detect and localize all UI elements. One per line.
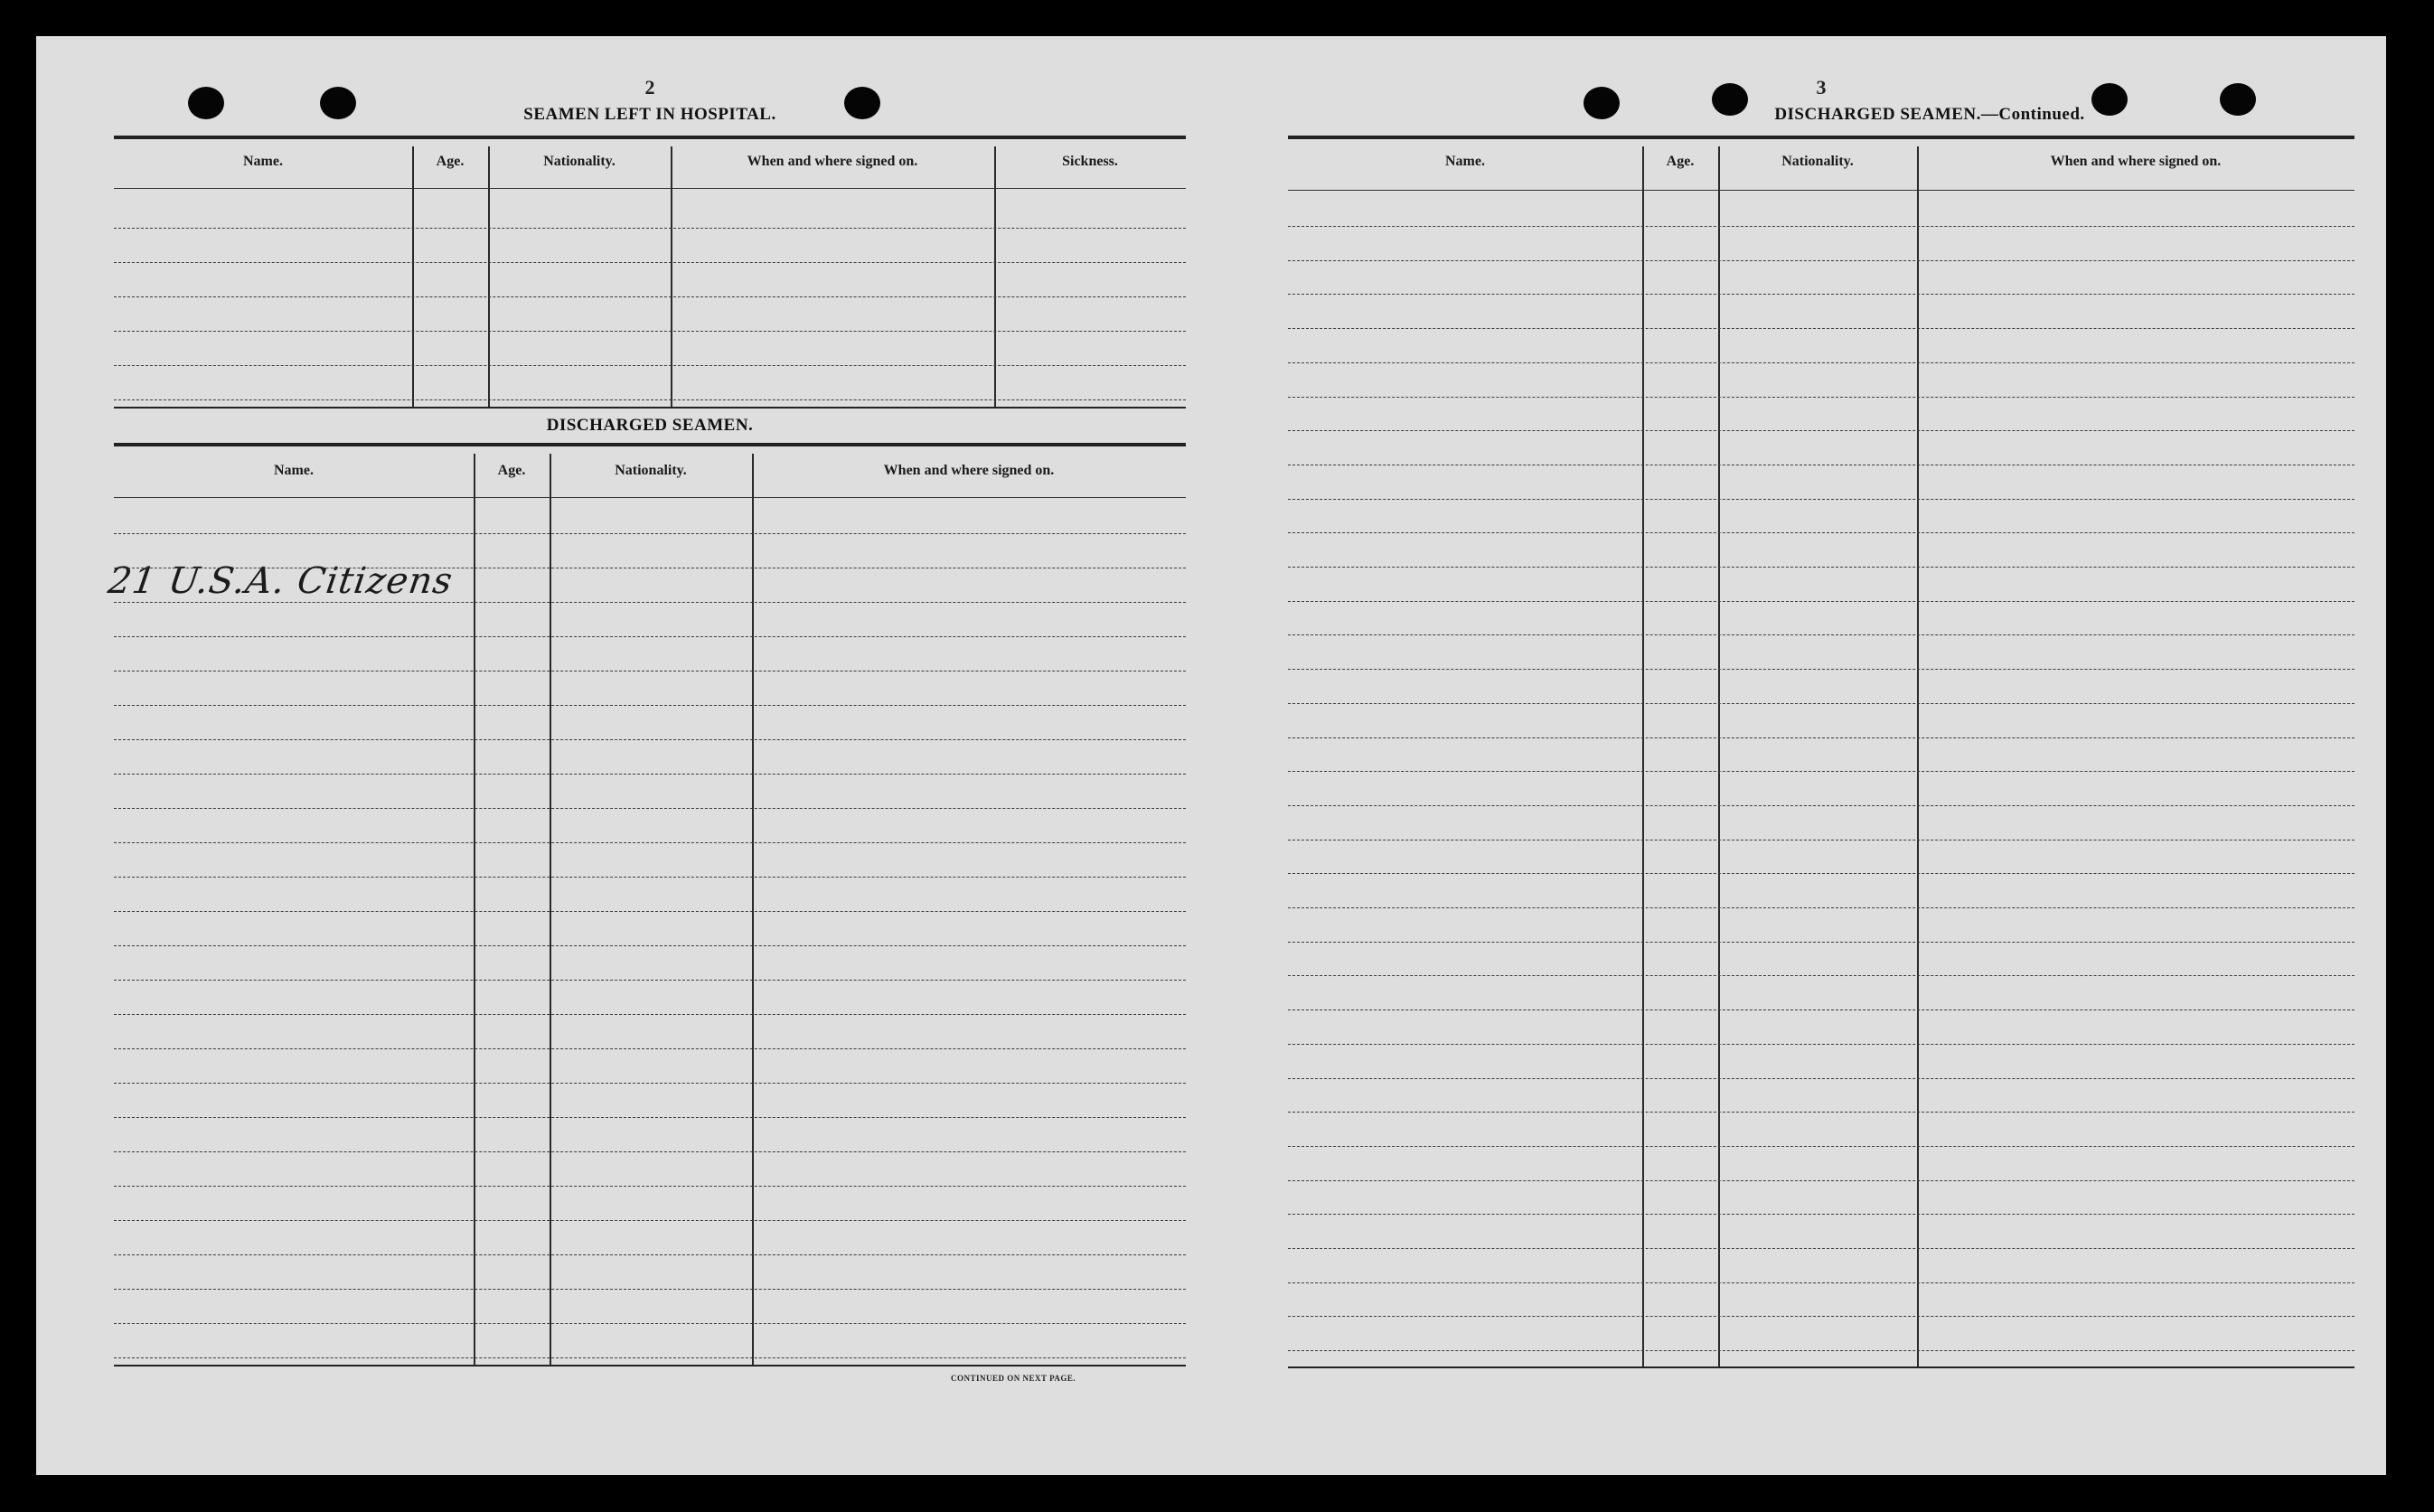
table-row-line xyxy=(1288,601,2354,602)
column-header: Nationality. xyxy=(1781,154,1854,169)
table-row-line xyxy=(1288,532,2354,533)
column-divider xyxy=(1718,146,1720,1366)
punch-hole xyxy=(2091,83,2128,116)
column-divider xyxy=(550,454,551,1365)
column-header: Age. xyxy=(497,463,526,478)
table-row-line xyxy=(114,602,1186,603)
discharged-bottom-rule xyxy=(114,1365,1186,1366)
table-row-line xyxy=(114,365,1186,366)
column-header: Age. xyxy=(436,154,465,169)
table-row-line xyxy=(1288,1078,2354,1079)
column-header: Nationality. xyxy=(615,463,687,478)
table-row-line xyxy=(1288,1180,2354,1181)
table-row-line xyxy=(114,636,1186,637)
continued-note: CONTINUED ON NEXT PAGE. xyxy=(951,1374,1076,1383)
table-row-line xyxy=(114,399,1186,400)
table-row-line xyxy=(114,1323,1186,1324)
column-header: Sickness. xyxy=(1062,154,1118,169)
table-row-line xyxy=(114,945,1186,946)
column-divider xyxy=(752,454,754,1365)
punch-hole xyxy=(188,87,224,119)
table-row-line xyxy=(1288,840,2354,841)
table-row-line xyxy=(1288,1044,2354,1045)
right-bottom-rule xyxy=(1288,1366,2354,1368)
table-row-line xyxy=(114,331,1186,332)
table-row-line xyxy=(114,296,1186,297)
column-header: When and where signed on. xyxy=(883,463,1055,478)
table-row-line xyxy=(114,1014,1186,1015)
column-divider xyxy=(671,146,672,407)
column-header: Name. xyxy=(1445,154,1485,169)
hospital-bottom-rule xyxy=(114,407,1186,409)
column-divider xyxy=(412,146,414,407)
hospital-section-title: SEAMEN LEFT IN HOSPITAL. xyxy=(523,105,776,124)
table-row-line xyxy=(114,842,1186,843)
table-row-line xyxy=(1288,771,2354,772)
table-row-line xyxy=(1288,975,2354,976)
table-row-line xyxy=(114,739,1186,740)
table-row-line xyxy=(1288,737,2354,738)
column-divider xyxy=(474,454,475,1365)
table-row-line xyxy=(1288,1316,2354,1317)
table-row-line xyxy=(1288,1112,2354,1113)
right-page xyxy=(1288,36,2354,1473)
table-row-line xyxy=(114,1186,1186,1187)
column-header: Nationality. xyxy=(543,154,616,169)
punch-hole xyxy=(320,87,356,119)
handwritten-entry: 21 U.S.A. Citizens xyxy=(105,560,456,602)
table-row-line xyxy=(1288,1214,2354,1215)
table-row-line xyxy=(1288,805,2354,806)
table-row-line xyxy=(1288,1282,2354,1283)
discharged-section-title: DISCHARGED SEAMEN. xyxy=(546,416,754,435)
column-header: Name. xyxy=(274,463,314,478)
document-sheet xyxy=(36,36,2386,1475)
discharged-top-rule xyxy=(114,443,1186,446)
table-row-line xyxy=(1288,1146,2354,1147)
table-row-line xyxy=(1288,942,2354,943)
column-divider xyxy=(1917,146,1919,1366)
punch-hole xyxy=(1712,83,1748,116)
punch-hole xyxy=(844,87,880,119)
table-row-line xyxy=(114,705,1186,706)
table-row-line xyxy=(114,1220,1186,1221)
page-number-right: 3 xyxy=(1816,76,1827,99)
left-page xyxy=(105,36,1186,1473)
table-row-line xyxy=(1288,362,2354,363)
table-row-line xyxy=(114,1117,1186,1118)
table-row-line xyxy=(1288,907,2354,908)
column-header: Name. xyxy=(243,154,283,169)
punch-hole xyxy=(1584,87,1620,119)
table-row-line xyxy=(1288,294,2354,295)
table-row-line xyxy=(114,262,1186,263)
table-row-line xyxy=(114,1083,1186,1084)
table-row-line xyxy=(1288,567,2354,568)
table-row-line xyxy=(114,1048,1186,1049)
table-row-line xyxy=(114,533,1186,534)
table-row-line xyxy=(114,1151,1186,1152)
table-row-line xyxy=(1288,1350,2354,1351)
column-divider xyxy=(994,146,996,407)
right-top-rule xyxy=(1288,136,2354,139)
table-row-line xyxy=(1288,634,2354,635)
table-row-line xyxy=(114,980,1186,981)
table-row-line xyxy=(114,911,1186,912)
column-header: When and where signed on. xyxy=(747,154,918,169)
table-row-line xyxy=(114,1289,1186,1290)
hospital-header-rule xyxy=(114,188,1186,189)
column-divider xyxy=(488,146,490,407)
table-row-line xyxy=(1288,499,2354,500)
right-header-rule xyxy=(1288,190,2354,191)
table-row-line xyxy=(114,228,1186,229)
page-number-left: 2 xyxy=(644,76,655,99)
table-row-line xyxy=(1288,430,2354,431)
table-row-line xyxy=(114,1254,1186,1255)
table-row-line xyxy=(114,1357,1186,1358)
column-divider xyxy=(1642,146,1644,1366)
table-row-line xyxy=(1288,873,2354,874)
table-row-line xyxy=(1288,328,2354,329)
hospital-top-rule xyxy=(114,136,1186,139)
table-row-line xyxy=(114,808,1186,809)
discharged-header-rule xyxy=(114,497,1186,498)
table-row-line xyxy=(114,877,1186,878)
table-row-line xyxy=(1288,669,2354,670)
table-row-line xyxy=(1288,1248,2354,1249)
punch-hole xyxy=(2220,83,2256,116)
column-header: Age. xyxy=(1666,154,1695,169)
table-row-line xyxy=(1288,703,2354,704)
table-row-line xyxy=(1288,226,2354,227)
table-row-line xyxy=(1288,260,2354,261)
column-header: When and where signed on. xyxy=(2050,154,2222,169)
table-row-line xyxy=(1288,397,2354,398)
table-row-line xyxy=(114,774,1186,775)
discharged-continued-title: DISCHARGED SEAMEN.—Continued. xyxy=(1774,105,2085,124)
